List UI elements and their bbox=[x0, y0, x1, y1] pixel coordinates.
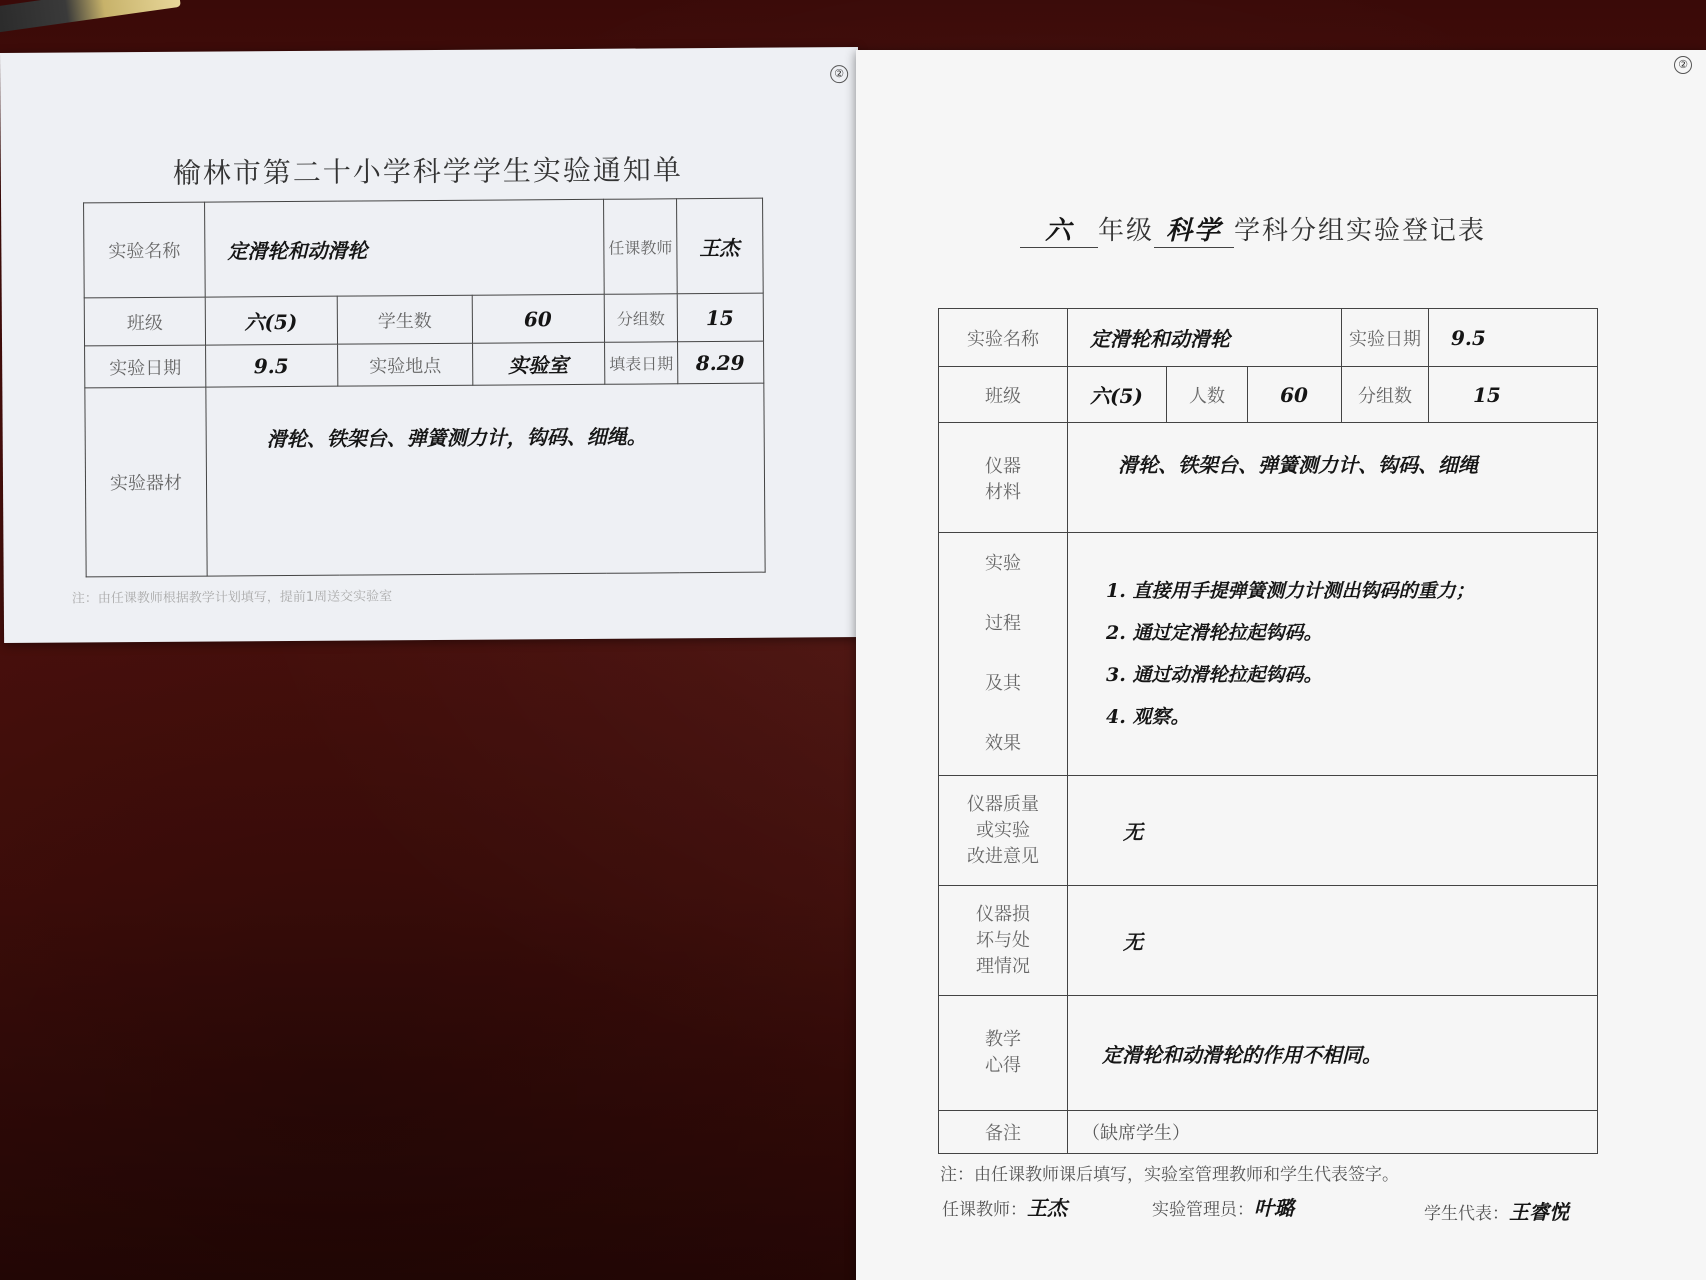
label-experiment-name: 实验名称 bbox=[84, 202, 206, 298]
label-process-4: 效果 bbox=[985, 733, 1021, 754]
notice-footnote: 注：由任课教师根据教学计划填写，提前1周送交实验室 bbox=[71, 589, 393, 607]
label-groups: 分组数 bbox=[1342, 367, 1429, 423]
label-reflection: 教学 心得 bbox=[939, 996, 1068, 1111]
value-materials: 滑轮、铁架台、弹簧测力计，钩码、细绳。 bbox=[206, 383, 765, 576]
register-table bbox=[938, 308, 1598, 1154]
title-subject-suffix: 学科分组实验登记表 bbox=[1234, 216, 1487, 246]
notice-title: 榆林市第二十小学科学学生实验通知单 bbox=[172, 153, 683, 190]
value-date: 9.5 bbox=[1429, 309, 1598, 367]
notice-table bbox=[83, 198, 766, 578]
label-process-1: 实验 bbox=[985, 553, 1021, 574]
label-materials: 实验器材 bbox=[85, 387, 207, 577]
register-footnote: 注：由任课教师课后填写，实验室管理教师和学生代表签字。 bbox=[940, 1165, 1399, 1185]
pen bbox=[0, 0, 181, 33]
title-grade: 六 bbox=[1020, 210, 1098, 248]
label-fill-date: 填表日期 bbox=[605, 342, 678, 385]
signature-student-label: 学生代表： bbox=[1424, 1204, 1509, 1224]
label-process-3: 及其 bbox=[985, 673, 1021, 694]
signature-teacher-label: 任课教师： bbox=[942, 1200, 1027, 1220]
notice-sheet bbox=[0, 47, 862, 643]
label-place: 实验地点 bbox=[338, 343, 473, 386]
value-reflection: 定滑轮和动滑轮的作用不相同。 bbox=[1068, 996, 1598, 1111]
label-experiment-name: 实验名称 bbox=[939, 309, 1068, 367]
value-class: 六(5) bbox=[1068, 367, 1167, 423]
label-groups: 分组数 bbox=[604, 294, 677, 343]
value-teacher: 王杰 bbox=[677, 198, 764, 294]
title-subject: 科学 bbox=[1154, 210, 1234, 248]
process-step-4: 4. 观察。 bbox=[1106, 706, 1190, 728]
value-people: 60 bbox=[1248, 367, 1342, 423]
value-experiment-name: 定滑轮和动滑轮 bbox=[1068, 309, 1342, 367]
process-step-1: 1. 直接用手提弹簧测力计测出钩码的重力； bbox=[1106, 580, 1475, 602]
signature-student-value: 王睿悦 bbox=[1509, 1200, 1569, 1224]
value-quality: 无 bbox=[1068, 776, 1598, 886]
label-teacher: 任课教师 bbox=[604, 199, 678, 295]
label-date: 实验日期 bbox=[1342, 309, 1429, 367]
label-remarks: 备注 bbox=[939, 1111, 1068, 1154]
page-number-mark: ② bbox=[830, 65, 848, 83]
label-date: 实验日期 bbox=[85, 345, 206, 388]
process-step-2: 2. 通过定滑轮拉起钩码。 bbox=[1106, 622, 1323, 644]
label-class: 班级 bbox=[939, 367, 1068, 423]
value-date: 9.5 bbox=[206, 344, 338, 387]
signature-teacher-value: 王杰 bbox=[1027, 1196, 1067, 1220]
title-grade-suffix: 年级 bbox=[1098, 216, 1155, 246]
label-quality: 仪器质量 或实验 改进意见 bbox=[939, 776, 1068, 886]
label-class: 班级 bbox=[84, 297, 205, 346]
label-damage: 仪器损 坏与处 理情况 bbox=[939, 886, 1068, 996]
process-step-3: 3. 通过动滑轮拉起钩码。 bbox=[1106, 664, 1323, 686]
label-people: 人数 bbox=[1167, 367, 1248, 423]
value-class: 六(5) bbox=[205, 296, 337, 345]
value-remarks: （缺席学生） bbox=[1068, 1111, 1598, 1154]
value-place: 实验室 bbox=[473, 342, 605, 385]
signature-admin-value: 叶璐 bbox=[1254, 1196, 1294, 1220]
signature-student bbox=[1424, 1196, 1569, 1225]
value-process bbox=[1068, 533, 1598, 776]
value-groups: 15 bbox=[677, 293, 763, 342]
value-experiment-name: 定滑轮和动滑轮 bbox=[205, 199, 605, 297]
register-title bbox=[1020, 210, 1486, 248]
register-sheet bbox=[856, 50, 1706, 1280]
label-process-2: 过程 bbox=[985, 613, 1021, 634]
label-students: 学生数 bbox=[337, 295, 472, 344]
value-materials: 滑轮、铁架台、弹簧测力计、钩码、细绳 bbox=[1068, 423, 1598, 533]
signature-teacher bbox=[942, 1192, 1067, 1221]
value-groups: 15 bbox=[1429, 367, 1598, 423]
value-damage: 无 bbox=[1068, 886, 1598, 996]
signature-admin-label: 实验管理员： bbox=[1152, 1200, 1254, 1220]
value-students: 60 bbox=[472, 294, 604, 343]
label-process bbox=[939, 533, 1068, 776]
signature-admin bbox=[1152, 1192, 1294, 1221]
label-materials: 仪器 材料 bbox=[939, 423, 1068, 533]
page-number-mark: ② bbox=[1674, 56, 1692, 74]
value-fill-date: 8.29 bbox=[678, 341, 764, 384]
